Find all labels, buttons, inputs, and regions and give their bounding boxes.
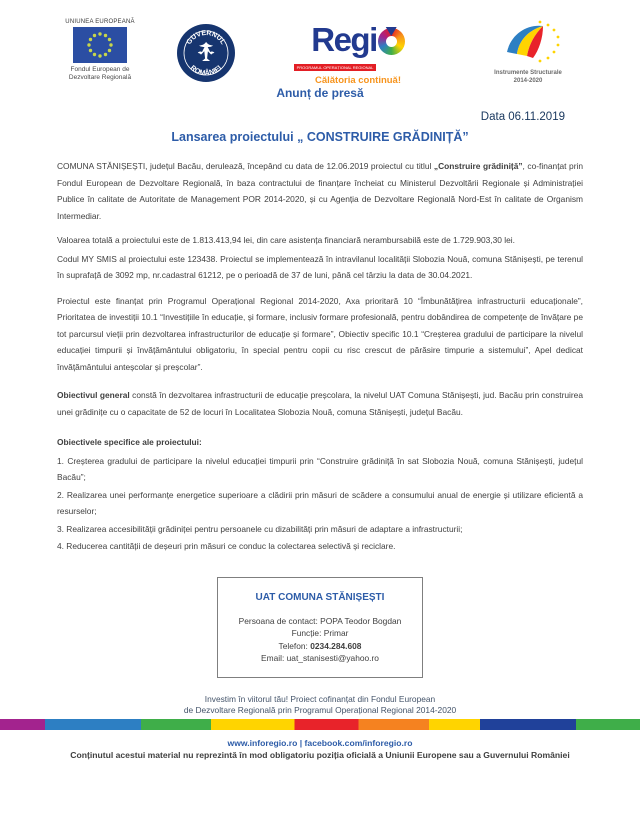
color-wheel-notch [386, 27, 397, 36]
paragraph-general-objective: Obiectivul general constă în dezvoltarea infrastructurii de educație preșcolara, la nivelul UAT Comuna Stănișești, jud. Bacău prin construirea unei grădinițe cu o capacitate de 52 de locuri în Localitatea Slobozia Nouă, comuna Stănișești, județul Bacău. [57, 390, 583, 417]
objectives-list [57, 453, 583, 555]
eu-logo [50, 19, 150, 82]
page-title: Lansarea proiectului „ CONSTRUIRE GRĂDINIȚĂ” [171, 130, 469, 144]
rainbow-bar [0, 719, 640, 730]
gov-seal-top-text: GUVERNUL [185, 29, 227, 46]
press-announcement-label: Anunț de presă [276, 86, 364, 100]
color-wheel-icon [378, 28, 405, 55]
document-body [57, 158, 583, 678]
instrumente-structurale-logo [478, 18, 578, 85]
gov-seal-bottom-text: ROMÂNIEI [188, 64, 224, 78]
eu-flag-icon [73, 27, 127, 63]
objective-item: 1. Creșterea gradului de participare la nivelul educației timpurii prin “Construire grădiniță în sat Slobozia Nouă, comuna Stănișești, județul Bacău”; [57, 455, 583, 482]
general-objective-bold: Obiectivul general [57, 390, 130, 400]
contact-organization: UAT COMUNA STĂNIȘEȘTI [255, 591, 385, 603]
regio-wordmark: Regi [311, 21, 377, 58]
objectives-heading: Obiectivele specifice ale proiectului: [57, 437, 202, 447]
contact-email[interactable]: Email: uat_stanisesti@yahoo.ro [261, 653, 379, 663]
paragraph-financing: Proiectul este finanțat prin Programul Operațional Regional 2014-2020, Axa prioritară 10 “Îmbunătățirea infrastructurii educaționale”, Prioritatea de investiții 10.1 “Investițiile în educație, și formare, inclusiv formare profesională, pentru dobândirea de competențe de învățare pe tot parcursul vieții prin dezvoltarea infrastructurilor de educație și formare”, Obiectiv specific 10.1 “Creșterea gradului de participare la nivelul educației timpurii și învățământului obligatoriu, în special pentru copii cu risc crescut de părăsire timpurie a sistemului”, Apel dedicat învățământului anteșcolar și preșcolar”. [57, 295, 583, 372]
contact-phone: Telefon: 0234.284.608 [278, 640, 362, 651]
contact-person: Persoana de contact: POPA Teodor Bogdan [238, 615, 402, 626]
gov-romania-seal-icon [176, 23, 236, 83]
footer-links[interactable]: www.inforegio.ro | facebook.com/inforegio.ro [227, 738, 413, 748]
phone-number: 0234.284.608 [310, 640, 362, 651]
date-line: Data 06.11.2019 [480, 111, 565, 123]
project-title-bold: „Construire grădiniță” [433, 161, 523, 171]
paragraph-project-intro: COMUNA STĂNIȘEȘTI, județul Bacău, derulează, începând cu data de 12.06.2019 proiectul cu titlul „Construire grădiniță”, co-finanțat prin Fondul European de Dezvoltare Regională, în baza contractului de finanțare încheiat cu Ministerul Dezvoltării Regionale și Administrației Publice în calitate de Autoritate de Management POR 2014-2020, și cu Agenția de Dezvoltare Regională Nord-Est în calitate de Organism Intermediar. [57, 161, 584, 221]
eu-label: UNIUNEA EUROPEANĂ [65, 19, 135, 25]
is-caption: Instrumente Structurale 2014-2020 [494, 70, 562, 84]
is-swoosh-icon [493, 18, 563, 64]
paragraph-mysmis: Codul MY SMIS al proiectului este 123438. Proiectul se implementează în intravilanul localității Slobozia Nouă, comuna Stănișești, pe terenul în suprafață de 3092 mp, nr.cadastral 61212, pe o perioadă de 37 de luni, până cel târziu la data de 30.04.2021. [57, 253, 583, 280]
contact-box [217, 577, 423, 678]
regio-logo [286, 21, 430, 86]
objective-item: 4. Reducerea cantității de deșeuri prin măsuri ce conduc la colectarea selectivă și reciclare. [57, 541, 396, 551]
eu-caption: Fondul European de Dezvoltare Regională [68, 66, 132, 81]
objective-item: 3. Realizarea accesibilității grădiniței pentru persoanele cu dizabilități prin măsuri de adaptare a infrastructurii; [57, 523, 463, 534]
regio-tagline: Călătoria continuă! [314, 75, 402, 86]
contact-role: Funcție: Primar [291, 628, 349, 638]
paragraph-total-value: Valoarea totală a proiectului este de 1.813.413,94 lei, din care asistența financiară nerambursabilă este de 1.729.903,30 lei. [57, 235, 515, 245]
regio-program-strip: PROGRAMUL OPERAȚIONAL REGIONAL [294, 64, 377, 71]
footer-disclaimer: Conținutul acestui material nu reprezintă în mod obligatoriu poziția oficială a Uniunii Europene sau a Guvernului României [70, 750, 570, 760]
invest-slogan: Investim în viitorul tău! Proiect cofinanțat din Fondul European de Dezvoltare Regională prin Programul Operațional Regional 2014-2020 [183, 694, 457, 715]
objective-item: 2. Realizarea unei performanțe energetice superioare a clădirii prin măsuri de scădere a consumului anual de energie și utilizare eficientă a resurselor; [57, 489, 583, 516]
